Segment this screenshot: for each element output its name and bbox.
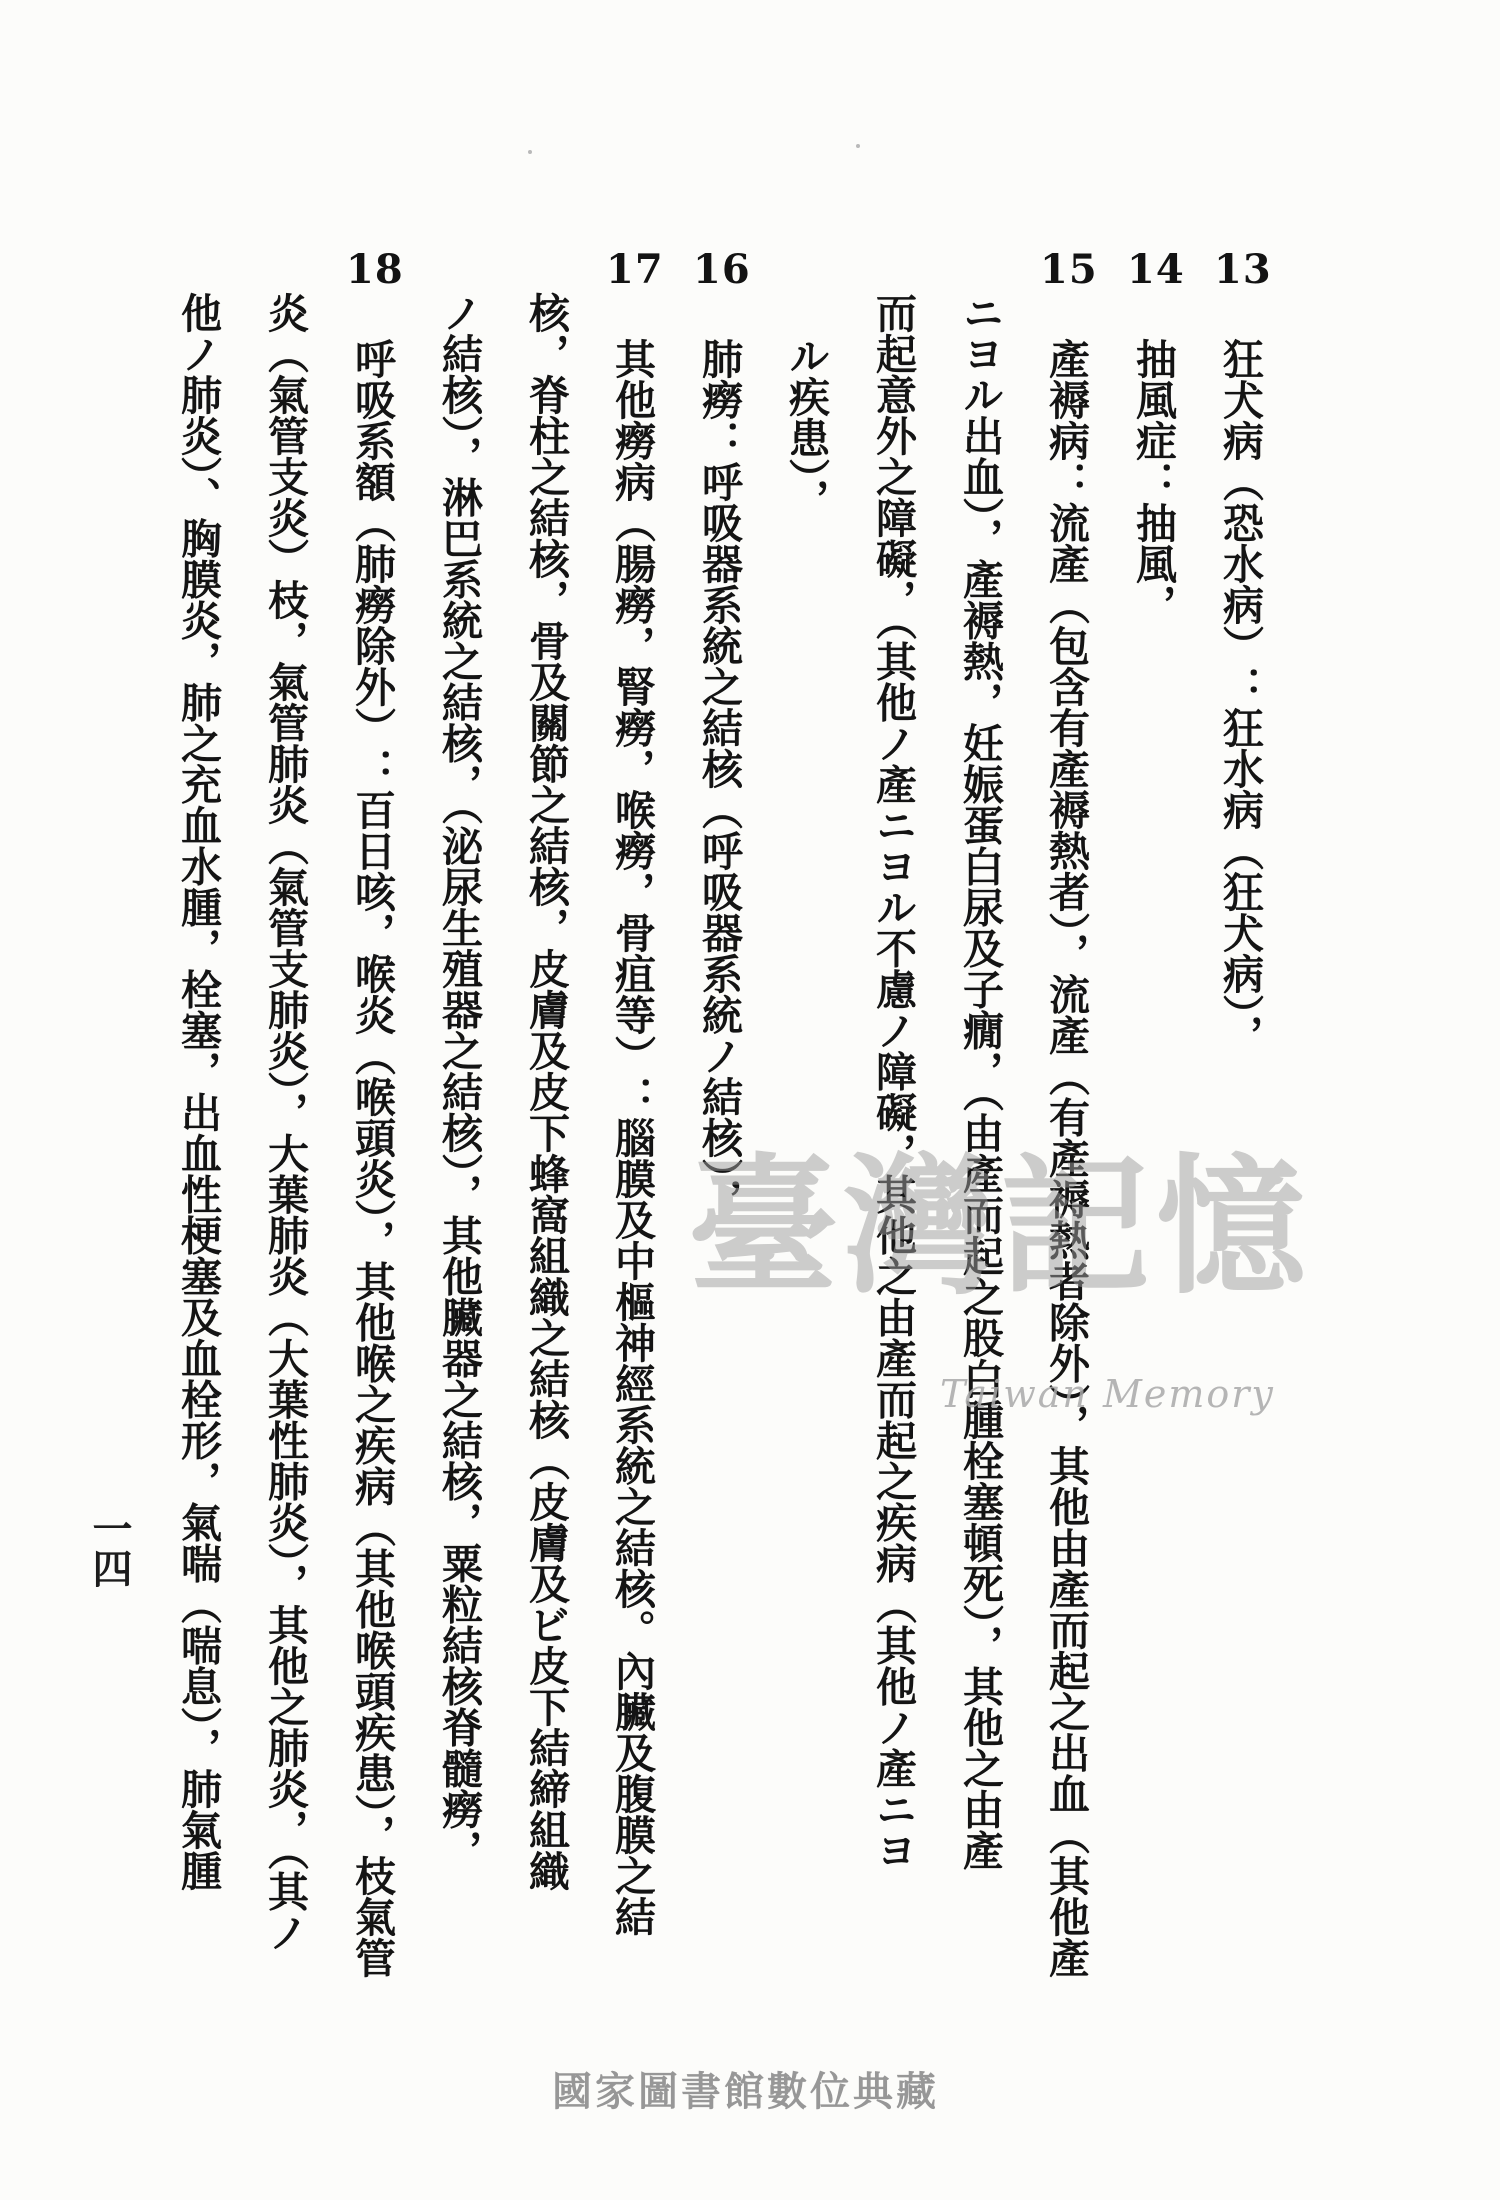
entry-column-continuation [259, 248, 311, 1953]
entry-column-start [1214, 246, 1272, 1056]
column-text: 產褥病：流產（包含有產褥熱者），流產（有產褥熱者除外），其他由產而起之出血（其他產 [1042, 338, 1090, 1978]
entry-column-start [1040, 246, 1098, 1978]
entry-column-start [346, 246, 404, 1978]
entry-column-continuation [780, 248, 832, 520]
column-text: ニヨル出血），產褥熱，妊娠蛋白尿及子癇，（由產而起之股白腫栓塞頓死），其他之由產 [956, 292, 1004, 1871]
entry-column-continuation [520, 248, 572, 1891]
entry-number: 16 [693, 246, 751, 293]
column-text: 他ノ肺炎）、胸膜炎，肺之充血水腫，栓塞，出血性梗塞及血栓形，氣喘（喘息），肺氣腫 [174, 292, 222, 1891]
watermark-taiwan-memory-cjk: 臺灣記憶 [688, 1139, 1313, 1315]
column-text: 肺癆：呼吸器系統之結核（呼吸器系統ノ結核）， [695, 338, 743, 1220]
column-text: 而起意外之障礙，（其他ノ產ニヨル不慮ノ障礙，其他之由產而起之疾病（其他ノ產ニヨ [869, 292, 917, 1871]
page-number: 一四 [86, 1508, 133, 1588]
entry-number: 14 [1127, 246, 1185, 293]
entry-column-start [1127, 246, 1185, 625]
entry-number: 15 [1040, 246, 1098, 293]
column-text: ノ結核），淋巴系統之結核，（泌尿生殖器之結核），其他臟器之結核，粟粒結核脊髓癆， [435, 292, 483, 1871]
column-text: 其他癆病（腸癆，腎癆，喉癆，骨疽等）：腦膜及中樞神經系統之結核。內臟及腹膜之結 [608, 338, 656, 1937]
entry-column-start [693, 246, 751, 1220]
entry-number: 17 [606, 246, 664, 293]
entry-column-start [606, 246, 664, 1937]
entry-column-continuation [433, 248, 485, 1871]
column-text: ル疾患）， [782, 335, 830, 520]
column-text: 核，脊柱之結核，骨及關節之結核，皮膚及皮下蜂窩組織之結核（皮膚及ビ皮下結締組織 [522, 292, 570, 1891]
footer-watermark: 國家圖書館數位典藏 [552, 2068, 939, 2115]
entry-column-continuation [172, 248, 224, 1891]
entry-column-continuation [954, 248, 1006, 1871]
column-text: 炎（氣管支炎）枝，氣管肺炎（氣管支肺炎），大葉肺炎（大葉性肺炎），其他之肺炎，（其ノ [261, 292, 309, 1953]
entry-number: 18 [346, 246, 404, 293]
column-text: 抽風症：抽風， [1129, 338, 1177, 625]
entry-column-continuation [867, 248, 919, 1871]
column-text: 狂犬病（恐水病）：狂水病（狂犬病）， [1216, 338, 1264, 1056]
entry-number: 13 [1214, 246, 1272, 293]
watermark-taiwan-memory-latin: Taiwan Memory [940, 1372, 1275, 1416]
column-text: 呼吸系額（肺癆除外）：百日咳，喉炎（喉頭炎），其他喉之疾病（其他喉頭疾患），枝氣管 [348, 338, 396, 1978]
